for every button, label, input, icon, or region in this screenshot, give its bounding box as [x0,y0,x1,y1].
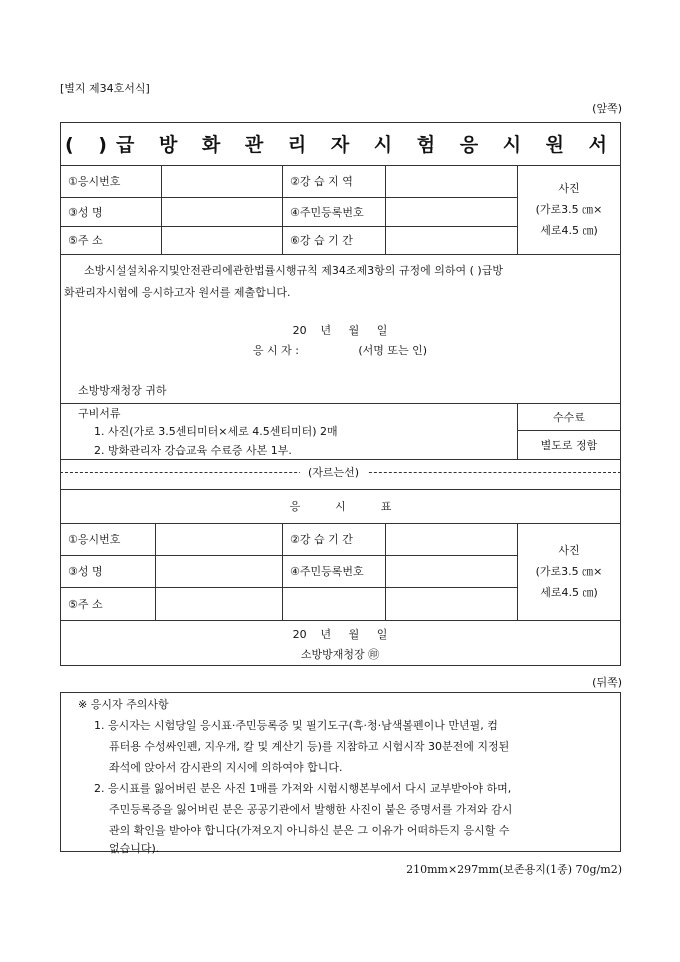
notes-item1-line2: 퓨터용 수성싸인펜, 지우개, 칼 및 계산기 등)를 지참하고 시험시작 30분전에 지정된 [109,740,510,753]
paper-spec: 210mm×297mm(보존용지(1종) 70g/m2) [406,863,622,876]
address-label: ⑤주 소 [68,234,103,247]
applicant-line: 응 시 자 : (서명 또는 인) [252,344,428,357]
notes-item2-line1: 2. 응시표를 잃어버린 분은 사진 1매를 가져와 시험시행본부에서 다시 교부받아야 하며, [94,782,512,795]
ticket-resident-number-field[interactable] [385,555,517,587]
ticket-date-line: 20 년 월 일 [292,628,388,641]
ticket-training-period-field[interactable] [385,523,517,555]
ticket-exam-number-label: ①응시번호 [68,533,121,546]
ticket-empty-label [282,587,385,620]
exam-number-field[interactable] [161,165,282,197]
notes-item1-line3: 좌석에 앉아서 감시관의 지시에 의하여야 합니다. [109,761,343,774]
documents-item2: 2. 방화관리자 강습교육 수료증 사본 1부. [94,444,292,457]
statement-line2: 화관리자시험에 응시하고자 원서를 제출합니다. [64,286,291,299]
ticket-training-period-label: ②강 습 기 간 [290,533,353,546]
photo-line3: 세로4.5 ㎝) [540,224,598,237]
fee-value: 별도로 정함 [540,438,598,452]
back-label: (뒤쪽) [592,676,622,689]
ticket-address-field[interactable] [155,587,282,620]
resident-number-field[interactable] [385,197,517,226]
photo-line1: 사진 [558,182,580,195]
documents-item1: 1. 사진(가로 3.5센티미터×세로 4.5센티미터) 2매 [94,425,338,438]
ticket-photo-line1: 사진 [558,544,580,557]
ticket-name-field[interactable] [155,555,282,587]
notes-item2-line2: 주민등록증을 잃어버린 분은 공공기관에서 발행한 사진이 붙은 증명서를 가져와 감시 [109,803,513,816]
ticket-photo-line2: (가로3.5 ㎝× [535,565,603,578]
training-region-field[interactable] [385,165,517,197]
form-title: ( )급 방 화 관 리 자 시 험 응 시 원 서 [65,134,616,156]
ticket-photo-line3: 세로4.5 ㎝) [540,586,598,599]
ticket-resident-number-label: ④주민등록번호 [290,565,364,578]
statement-line1: 소방시설설치유지및안전관리에관한법률시행규칙 제34조제3항의 규정에 의하여 ( )급방 [84,264,503,277]
notes-item2-line3: 관의 확인을 받아야 합니다(가져오지 아니하신 분은 그 이유가 어떠하든지 응시할 수 [109,824,510,837]
ticket-title: 응 시 표 [289,500,392,513]
name-field[interactable] [161,197,282,226]
resident-number-label: ④주민등록번호 [290,205,364,219]
notes-item1-line1: 1. 응시자는 시험당일 응시표·주민등록증 및 필기도구(흑·청·남색볼펜이나 만년필, 컴 [94,719,498,732]
cut-line-label: (자르는선) [300,464,367,480]
front-label: (앞쪽) [592,102,622,115]
addressee: 소방방재청장 귀하 [78,384,167,397]
notes-heading: ※ 응시자 주의사항 [78,698,169,711]
date-line: 20 년 월 일 [292,324,388,337]
name-label: ③성 명 [68,205,103,219]
ticket-exam-number-field[interactable] [155,523,282,555]
address-field[interactable] [161,226,282,254]
fee-label: 수수료 [553,410,585,424]
ticket-empty-field [385,587,517,620]
exam-number-label: ①응시번호 [68,175,121,188]
photo-line2: (가로3.5 ㎝× [535,203,603,216]
documents-heading: 구비서류 [78,407,121,420]
ticket-address-label: ⑤주 소 [68,597,103,611]
ticket-issuer: 소방방재청장 ㊞ [300,648,380,661]
notes-item2-line4: 없습니다). [109,842,160,855]
ticket-name-label: ③성 명 [68,565,103,578]
training-region-label: ②강 습 지 역 [290,175,353,188]
ticket-photo-area [517,523,621,620]
form-number: [별지 제34호서식] [60,82,150,95]
training-period-field[interactable] [385,226,517,254]
photo-area [517,165,621,254]
training-period-label: ⑥강 습 기 간 [290,234,353,247]
